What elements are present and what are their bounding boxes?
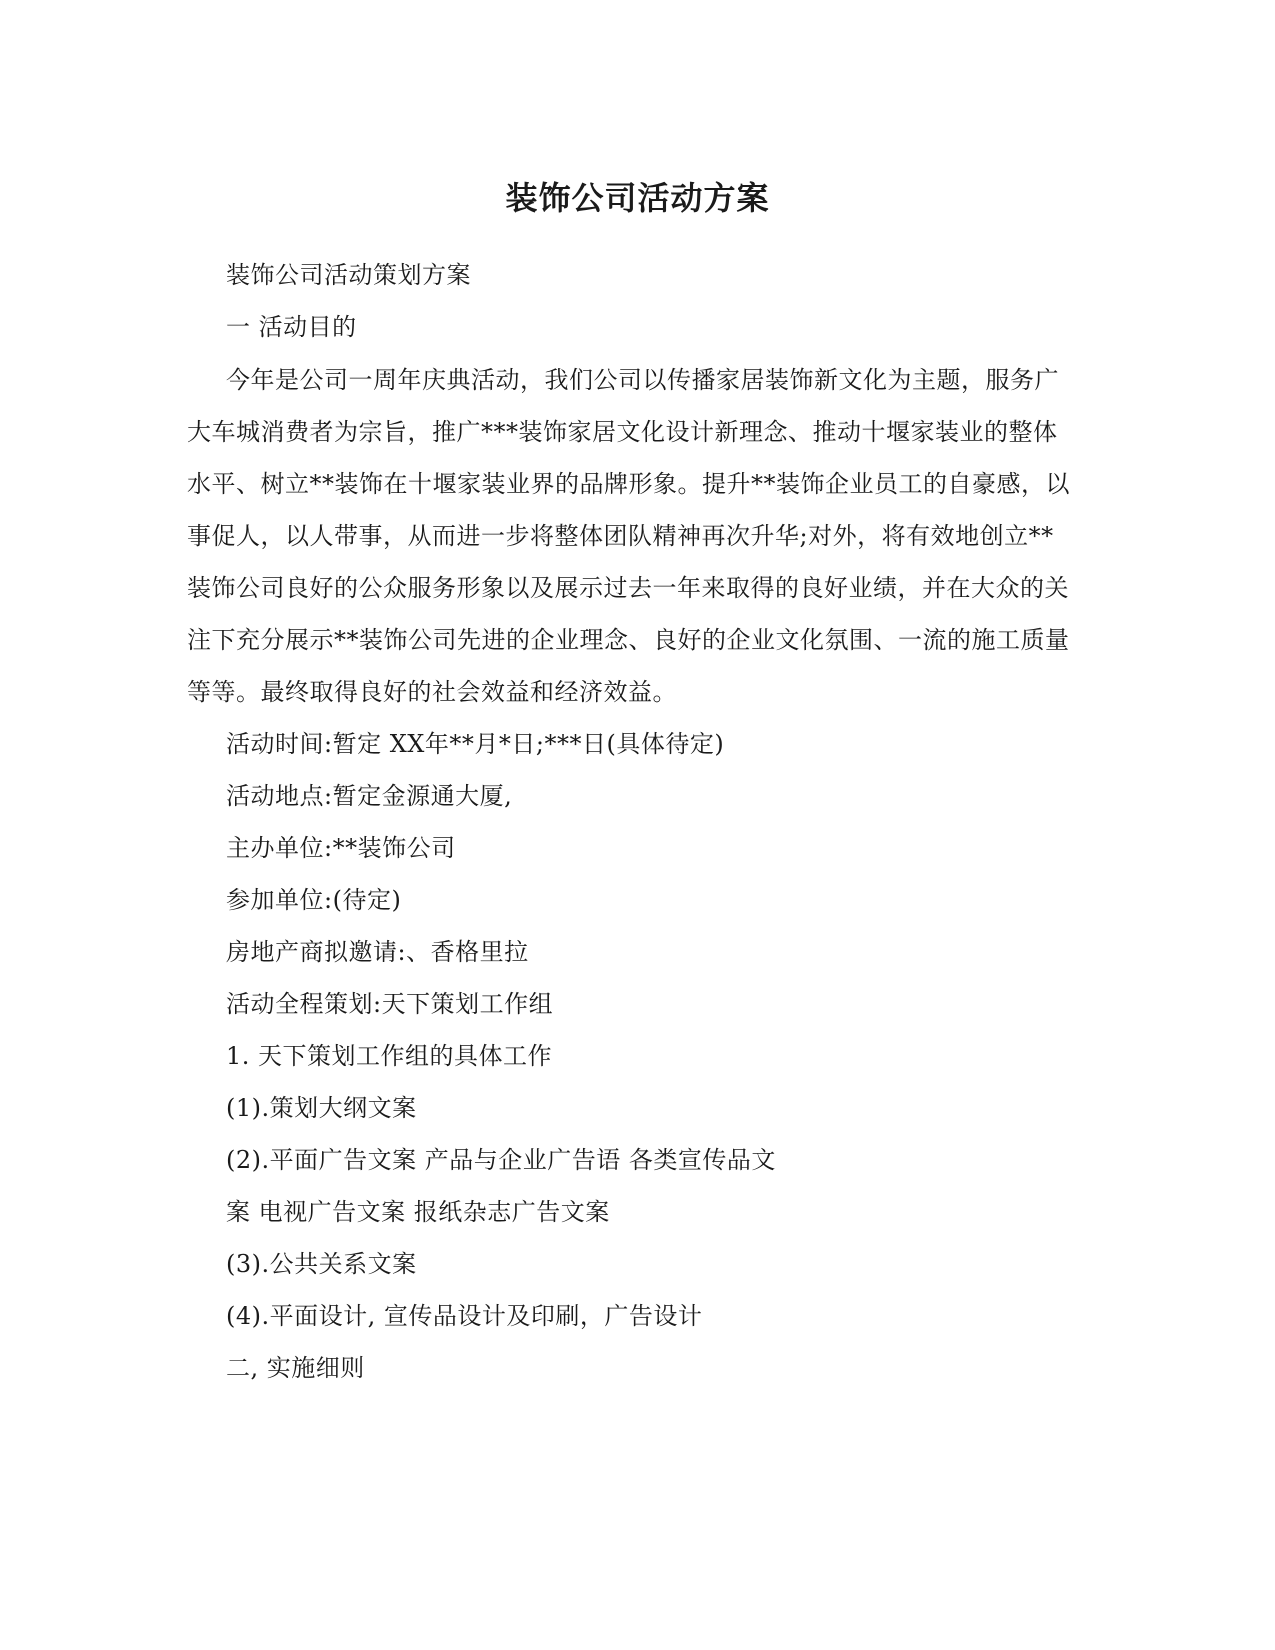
paragraph-line: 事促人，以人带事，从而进一步将整体团队精神再次升华;对外，将有效地创立**: [187, 522, 1054, 550]
section-heading-2: 二, 实施细则: [226, 1354, 365, 1382]
paragraph-line: 大车城消费者为宗旨，推广***装饰家居文化设计新理念、推动十堰家装业的整体: [187, 418, 1058, 446]
participants-line: 参加单位:(待定): [226, 886, 402, 914]
list-item-continued: 案 电视广告文案 报纸杂志广告文案: [226, 1198, 610, 1226]
event-location-line: 活动地点:暂定金源通大厦,: [226, 782, 513, 810]
paragraph-line: 装饰公司良好的公众服务形象以及展示过去一年来取得的良好业绩，并在大众的关: [187, 574, 1069, 602]
invitees-line: 房地产商拟邀请:、香格里拉: [226, 938, 529, 966]
paragraph-line: 等等。最终取得良好的社会效益和经济效益。: [187, 678, 677, 706]
list-item: (2).平面广告文案 产品与企业广告语 各类宣传品文: [226, 1146, 776, 1174]
event-time-line: 活动时间:暂定 XX年**月*日;***日(具体待定): [226, 730, 725, 758]
paragraph-line: 水平、树立**装饰在十堰家装业界的品牌形象。提升**装饰企业员工的自豪感，以: [187, 470, 1070, 498]
section-heading-1: 一 活动目的: [226, 313, 357, 341]
organizer-line: 主办单位:**装饰公司: [226, 834, 456, 862]
list-item: (3).公共关系文案: [226, 1250, 417, 1278]
list-item: (4).平面设计, 宣传品设计及印刷，广告设计: [226, 1302, 703, 1330]
document-title: 装饰公司活动方案: [505, 179, 770, 217]
list-heading-1: 1. 天下策划工作组的具体工作: [226, 1042, 553, 1070]
paragraph-line: 今年是公司一周年庆典活动，我们公司以传播家居装饰新文化为主题，服务广: [226, 366, 1059, 394]
list-item: (1).策划大纲文案: [226, 1094, 417, 1122]
paragraph-line: 注下充分展示**装饰公司先进的企业理念、良好的企业文化氛围、一流的施工质量: [187, 626, 1070, 654]
subtitle-line: 装饰公司活动策划方案: [226, 261, 471, 289]
planner-line: 活动全程策划:天下策划工作组: [226, 990, 554, 1018]
